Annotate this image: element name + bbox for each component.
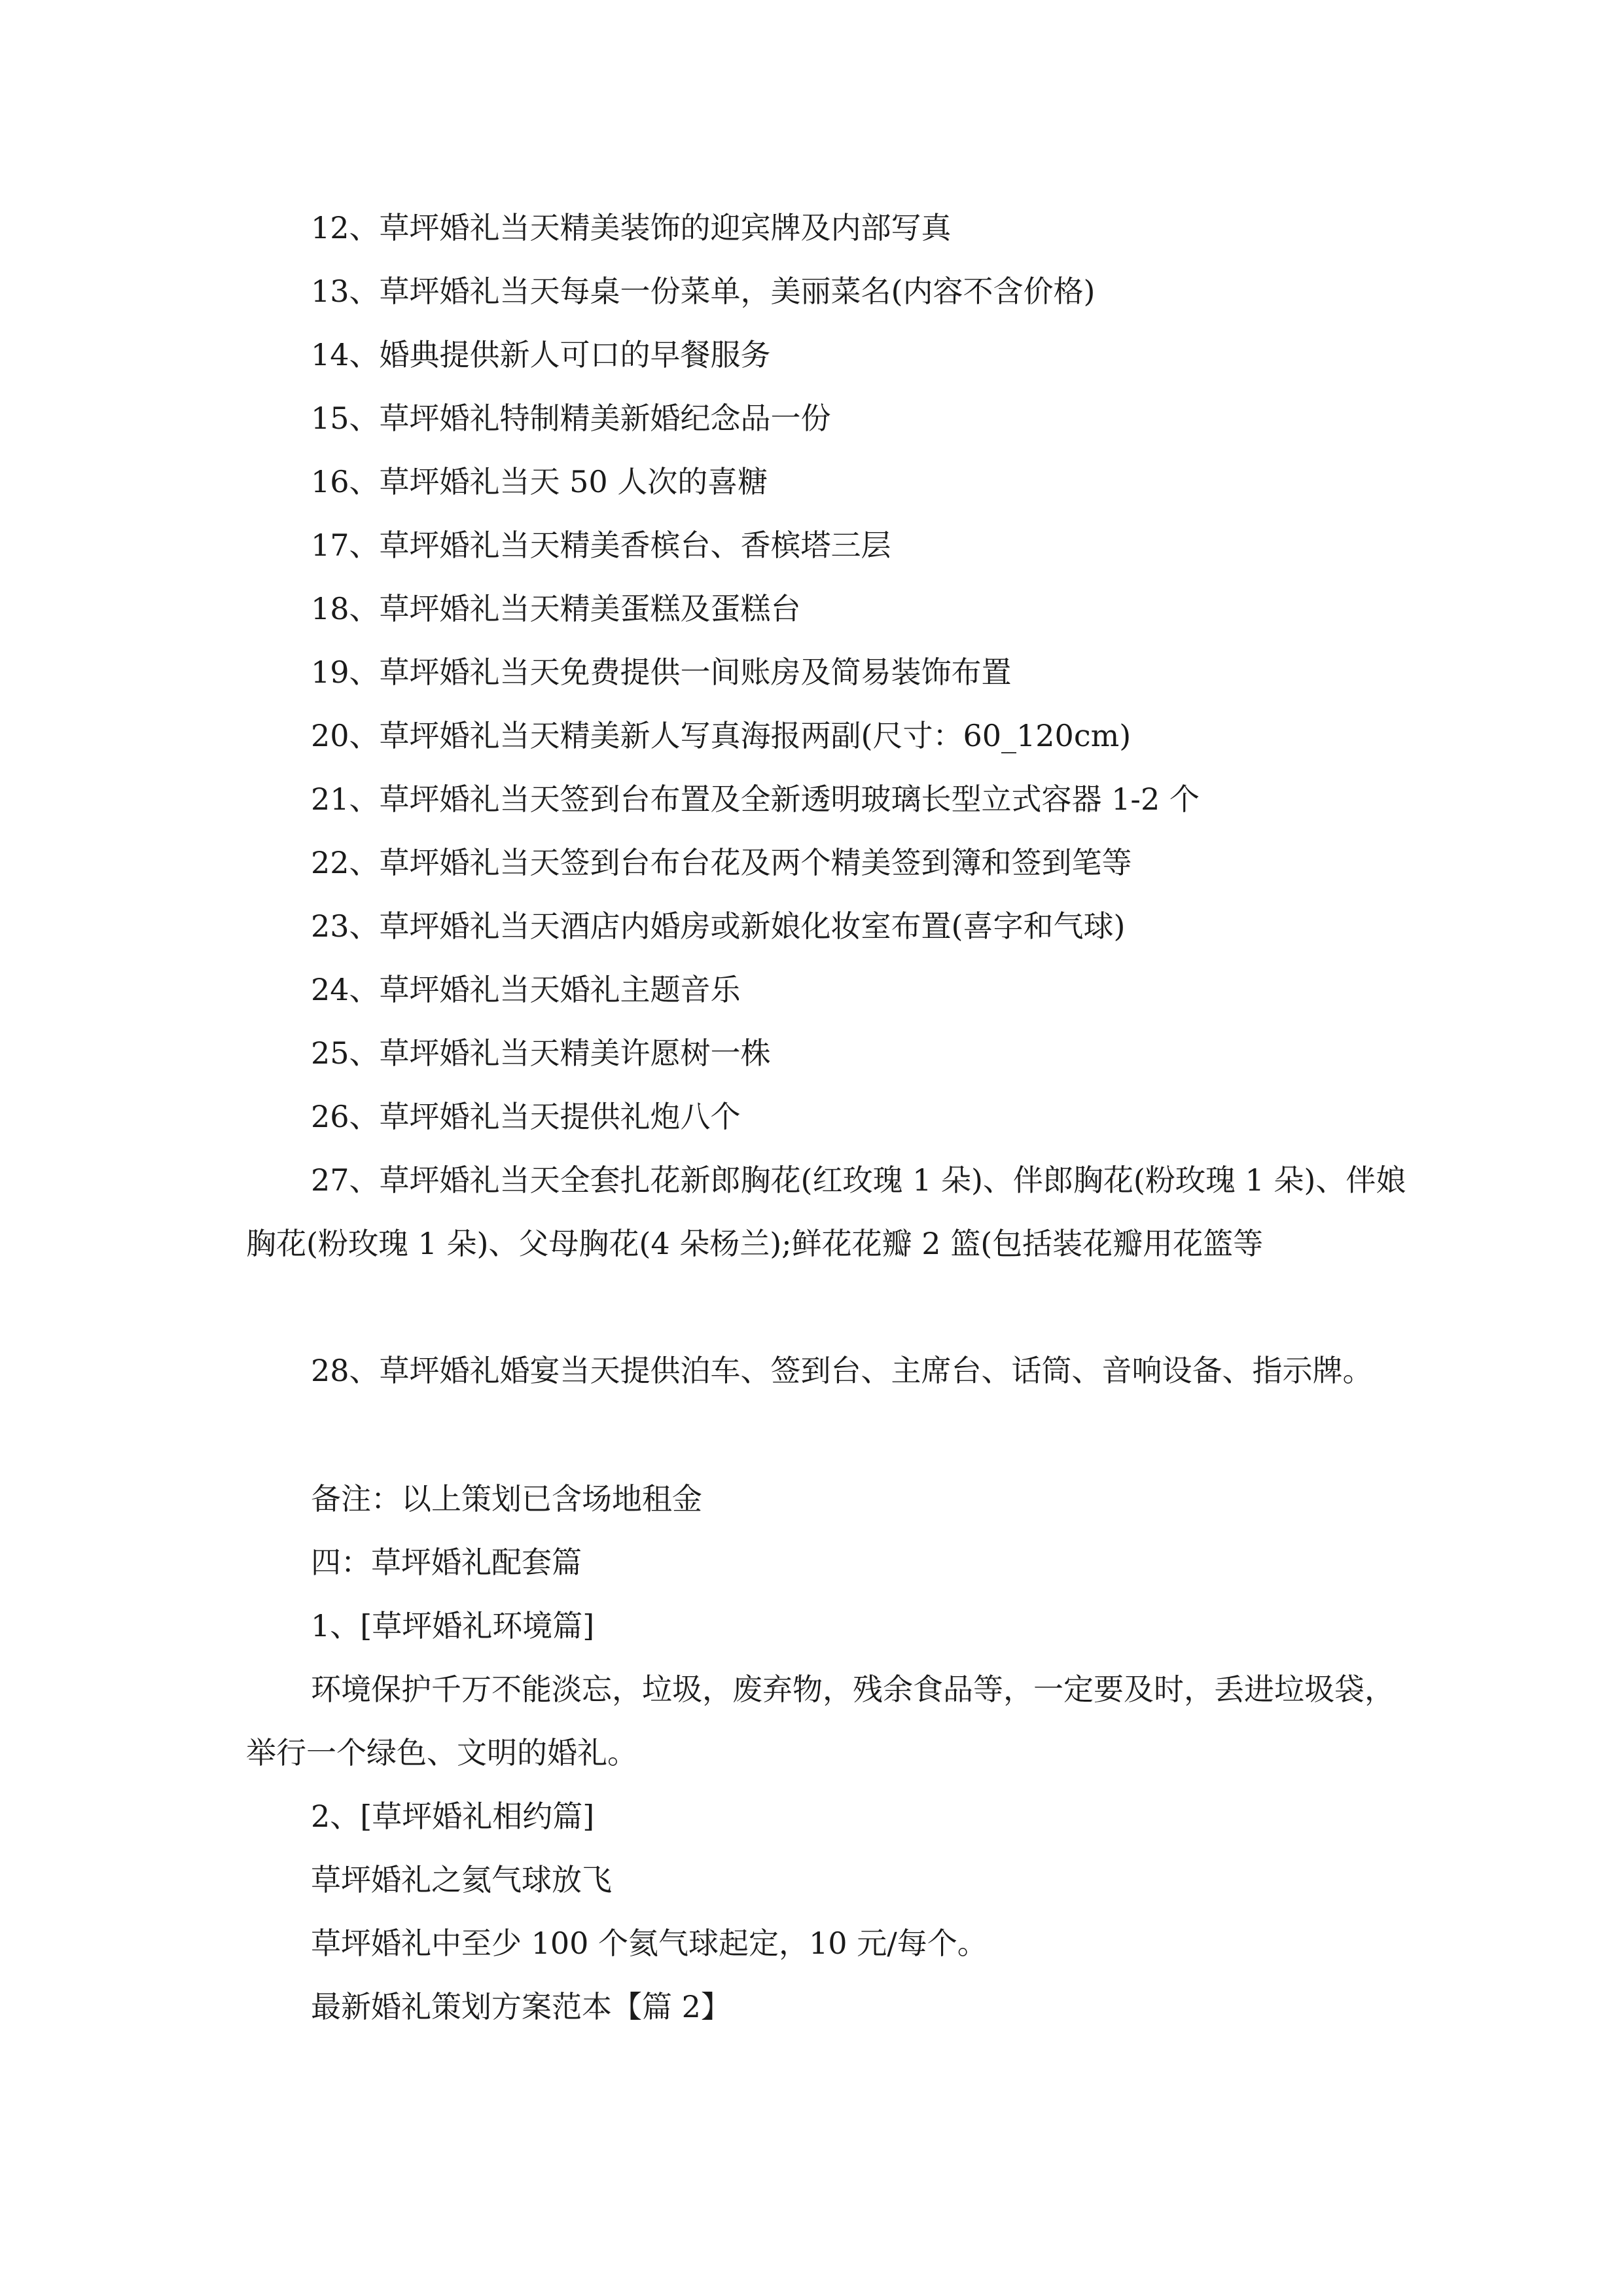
section-heading: 四：草坪婚礼配套篇 [311, 1545, 582, 1580]
paragraph: 草坪婚礼之氦气球放飞 [311, 1862, 612, 1897]
paragraph: 草坪婚礼中至少 100 个氦气球起定，10 元/每个。 [311, 1926, 988, 1961]
subsection-heading: 2、[草坪婚礼相约篇] [311, 1799, 595, 1834]
list-item: 21、草坪婚礼当天签到台布置及全新透明玻璃长型立式容器 1-2 个 [311, 781, 1200, 817]
note-text: 备注：以上策划已含场地租金 [311, 1481, 702, 1516]
list-item: 15、草坪婚礼特制精美新婚纪念品一份 [311, 401, 831, 436]
list-item: 22、草坪婚礼当天签到台布台花及两个精美签到簿和签到笔等 [311, 845, 1132, 880]
next-section-title: 最新婚礼策划方案范本【篇 2】 [311, 1989, 731, 2024]
subsection-heading: 1、[草坪婚礼环境篇] [311, 1608, 595, 1643]
paragraph: 环境保护千万不能淡忘，垃圾，废弃物，残余食品等，一定要及时，丢进垃圾袋，举行一个绿色、文明的婚礼。 [246, 1672, 1395, 1770]
list-item-28: 28、草坪婚礼婚宴当天提供泊车、签到台、主席台、话筒、音响设备、指示牌。 [311, 1353, 1373, 1388]
list-item: 12、草坪婚礼当天精美装饰的迎宾牌及内部写真 [311, 210, 952, 245]
list-item: 14、婚典提供新人可口的早餐服务 [311, 337, 771, 372]
list-item: 25、草坪婚礼当天精美许愿树一株 [311, 1035, 771, 1071]
list-item: 26、草坪婚礼当天提供礼炮八个 [311, 1099, 741, 1134]
list-item: 18、草坪婚礼当天精美蛋糕及蛋糕台 [311, 591, 801, 626]
list-item: 24、草坪婚礼当天婚礼主题音乐 [311, 972, 741, 1007]
list-item: 20、草坪婚礼当天精美新人写真海报两副(尺寸：60_120cm) [311, 718, 1132, 753]
list-item-27: 27、草坪婚礼当天全套扎花新郎胸花(红玫瑰 1 朵)、伴郎胸花(粉玫瑰 1 朵)、伴娘胸花(粉玫瑰 1 朵)、父母胸花(4 朵杨兰);鲜花花瓣 2 篮(包括装花瓣用花篮等 [246, 1162, 1406, 1261]
list-item: 19、草坪婚礼当天免费提供一间账房及简易装饰布置 [311, 655, 1012, 690]
list-item: 13、草坪婚礼当天每桌一份菜单，美丽菜名(内容不含价格) [311, 274, 1096, 309]
list-item: 17、草坪婚礼当天精美香槟台、香槟塔三层 [311, 528, 891, 563]
list-item: 16、草坪婚礼当天 50 人次的喜糖 [311, 464, 768, 499]
list-item: 23、草坪婚礼当天酒店内婚房或新娘化妆室布置(喜字和气球) [311, 908, 1126, 944]
